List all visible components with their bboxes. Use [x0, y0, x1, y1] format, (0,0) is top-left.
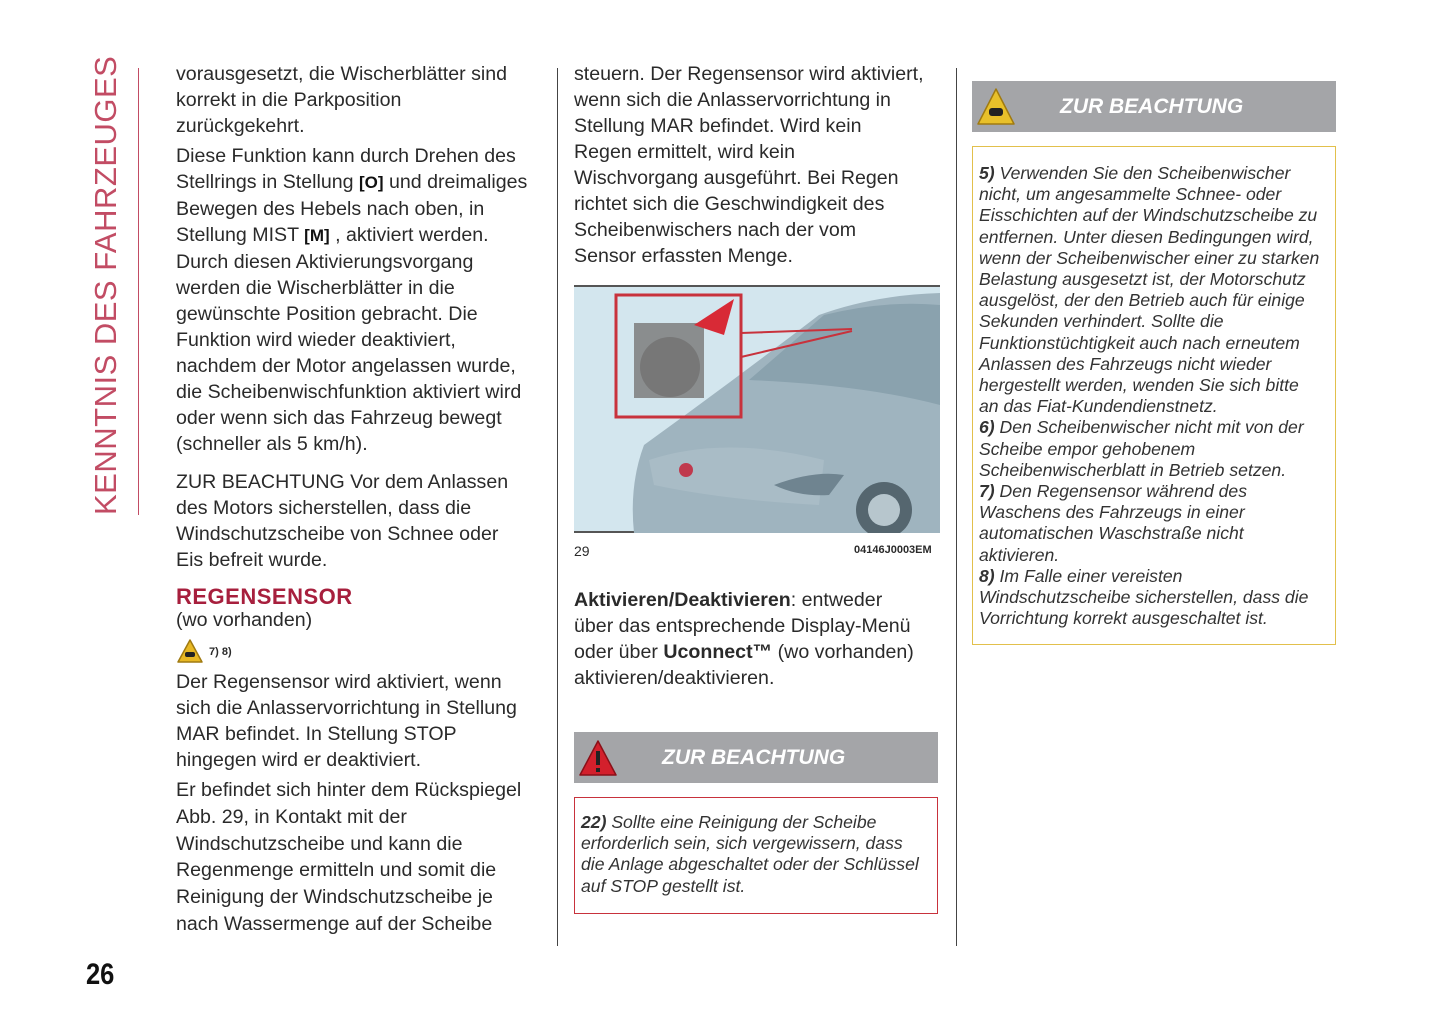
danger-note	[574, 797, 938, 914]
note-line: Scheibenwischerblatt in Betrieb setzen.	[979, 459, 1287, 480]
section-heading: REGENSENSOR	[176, 584, 353, 609]
paragraph	[176, 777, 521, 938]
text-line: Er befindet sich hinter dem Rückspiegel	[176, 779, 522, 801]
text: Sollte eine Reinigung der Scheibe	[606, 812, 877, 832]
text-line: werden die Wischerblätter in die	[176, 277, 455, 299]
note-line: aktivieren.	[979, 544, 1060, 565]
text: Den Regensensor während des	[994, 481, 1247, 502]
text: , aktiviert werden.	[329, 224, 489, 246]
text-line: Diese Funktion kann durch Drehen des	[176, 145, 516, 167]
note-line	[979, 163, 1329, 184]
note-line	[979, 566, 1329, 587]
note-line: Vorrichtung korrekt ausgeschaltet ist.	[979, 608, 1268, 629]
text-line: Der Regensensor wird aktiviert, wenn	[176, 671, 502, 693]
text-line: zurückgekehrt.	[176, 115, 305, 137]
note-line: Anlassen des Fahrzeugs nicht wieder	[979, 353, 1272, 374]
page-number: 26	[86, 958, 115, 991]
text-line: sich die Anlasservorrichtung in Stellung	[176, 697, 517, 719]
text: Stellrings in Stellung	[176, 171, 359, 193]
text-line: Reinigung der Windschutzscheibe je	[176, 886, 493, 909]
text-line: Stellung MAR befindet. Wird kein	[574, 115, 862, 137]
text: die Anlage abgeschaltet oder der Schlüssel	[581, 854, 919, 875]
text-line: oder wenn sich das Fahrzeug bewegt	[176, 407, 502, 429]
note-number: 5)	[979, 163, 995, 183]
text: Den Scheibenwischer nicht mit von der	[994, 417, 1304, 438]
paragraph	[176, 61, 507, 139]
caution-notes	[972, 146, 1336, 645]
text-line: die Scheibenwischfunktion aktiviert wird	[176, 381, 522, 403]
paragraph	[176, 469, 508, 573]
caution-icon	[976, 86, 1016, 128]
note-number: 8)	[979, 565, 995, 586]
note-line	[979, 481, 1329, 502]
text: erforderlich sein, sich vergewissern, dass	[581, 833, 903, 854]
figure-number: 29	[574, 543, 590, 559]
note-line: Belastung ausgesetzt ist, der Motorschutz	[979, 269, 1306, 290]
paragraph	[574, 587, 914, 691]
bold-term: Uconnect™	[663, 641, 773, 663]
text-line: nachdem der Motor angelassen wurde,	[176, 355, 516, 377]
text: Verwenden Sie den Scheibenwischer	[994, 163, 1291, 183]
text-line: MAR befindet. In Stellung STOP	[176, 723, 457, 745]
text-line: ZUR BEACHTUNG Vor dem Anlassen	[176, 471, 509, 493]
danger-title: ZUR BEACHTUNG	[662, 746, 846, 769]
text-line: vorausgesetzt, die Wischerblätter sind	[176, 63, 508, 85]
text: oder über	[574, 641, 664, 663]
text-line: Bewegen des Hebels nach oben, in	[176, 198, 485, 220]
paragraph	[176, 143, 527, 457]
mist-wiper-icon: [M]	[304, 226, 330, 245]
note-number: 7)	[979, 481, 995, 502]
ring-off-position-icon: [O]	[358, 173, 384, 192]
text-line: steuern. Der Regensensor wird aktiviert,	[574, 63, 924, 85]
note-line: Funktionstüchtigkeit auch nach erneutem	[979, 332, 1300, 353]
text: (wo vorhanden)	[772, 641, 914, 663]
text: : entweder	[790, 589, 883, 611]
text-line: (schneller als 5 km/h).	[176, 433, 368, 455]
text-line: Sensor erfassten Menge.	[574, 245, 793, 267]
text-line: korrekt in die Parkposition	[176, 89, 402, 111]
note-line: Sekunden verhindert. Sollte die	[979, 311, 1224, 332]
note-line: ausgelöst, der den Betrieb auch für einige	[979, 290, 1305, 311]
text-line: Regen ermittelt, wird kein	[574, 141, 796, 163]
note-line: entfernen. Unter diesen Bedingungen wird,	[979, 226, 1314, 247]
text-line: hingegen wird er deaktiviert.	[176, 749, 422, 771]
text: aktivieren/deaktivieren.	[574, 667, 775, 689]
danger-icon	[578, 738, 618, 778]
note-line: an das Fiat-Kundendienstnetz.	[979, 396, 1218, 417]
caution-header	[972, 81, 1336, 132]
text-line: Windschutzscheibe und kann die	[176, 832, 463, 855]
figure-rain-sensor-image	[574, 285, 940, 533]
note-number: 6)	[979, 417, 995, 438]
note-line: nicht, um angesammelte Schnee- oder	[979, 184, 1282, 205]
column-divider	[557, 68, 558, 946]
text-line: Abb. 29, in Kontakt mit der	[176, 805, 407, 828]
note-line: Scheibe empor gehobenem	[979, 438, 1196, 459]
column-divider	[956, 68, 957, 946]
text: über das entsprechende Display-Menü	[574, 615, 911, 637]
text-line: Wischvorgang ausgeführt. Bei Regen	[574, 167, 899, 189]
text-line: gewünschte Position gebracht. Die	[176, 303, 478, 325]
paragraph	[574, 61, 924, 269]
figure-code: 04146J0003EM	[854, 544, 932, 556]
subheading: (wo vorhanden)	[176, 609, 313, 631]
text-line: Scheibenwischers nach der vom	[574, 219, 857, 241]
caution-icon	[176, 638, 204, 669]
side-rule	[138, 68, 139, 515]
bold-term: Aktivieren/Deaktivieren	[574, 589, 791, 611]
caution-title: ZUR BEACHTUNG	[1060, 95, 1244, 118]
text: Im Falle einer vereisten	[994, 565, 1183, 586]
note-number: 22)	[581, 812, 607, 832]
text-line: Durch diesen Aktivierungsvorgang	[176, 251, 474, 273]
note-line: hergestellt werden, wenden Sie sich bitte	[979, 375, 1299, 396]
note-line: Windschutzscheibe sicherstellen, dass die	[979, 587, 1309, 608]
text-line	[176, 169, 527, 196]
text-line: nach Wassermenge auf der Scheibe	[176, 912, 493, 935]
text-line: wenn sich die Anlasservorrichtung in	[574, 89, 891, 111]
text: und dreimaliges	[383, 171, 528, 193]
note-line	[979, 417, 1329, 438]
danger-header	[574, 732, 938, 783]
note-line: wenn der Scheibenwischer einer zu starken	[979, 247, 1320, 268]
text-line	[176, 222, 527, 249]
text-line: des Motors sicherstellen, dass die	[176, 497, 472, 519]
warning-refs: 7) 8)	[209, 646, 232, 658]
note-line: Eisschichten auf der Windschutzscheibe zu	[979, 205, 1318, 226]
note-line: automatischen Waschstraße nicht	[979, 523, 1244, 544]
text-line: Windschutzscheibe von Schnee oder	[176, 523, 499, 545]
note-line: Waschens des Fahrzeugs in einer	[979, 502, 1245, 523]
section-side-title: KENNTNIS DES FAHRZEUGES	[88, 55, 123, 515]
text-line: richtet sich die Geschwindigkeit des	[574, 193, 885, 215]
text-line: Eis befreit wurde.	[176, 549, 328, 571]
paragraph	[176, 669, 517, 773]
text-line: Regenmenge ermitteln und somit die	[176, 859, 497, 882]
text: auf STOP gestellt ist.	[581, 875, 746, 896]
text: Stellung MIST	[176, 224, 305, 246]
text-line: Funktion wird wieder deaktiviert,	[176, 329, 456, 351]
